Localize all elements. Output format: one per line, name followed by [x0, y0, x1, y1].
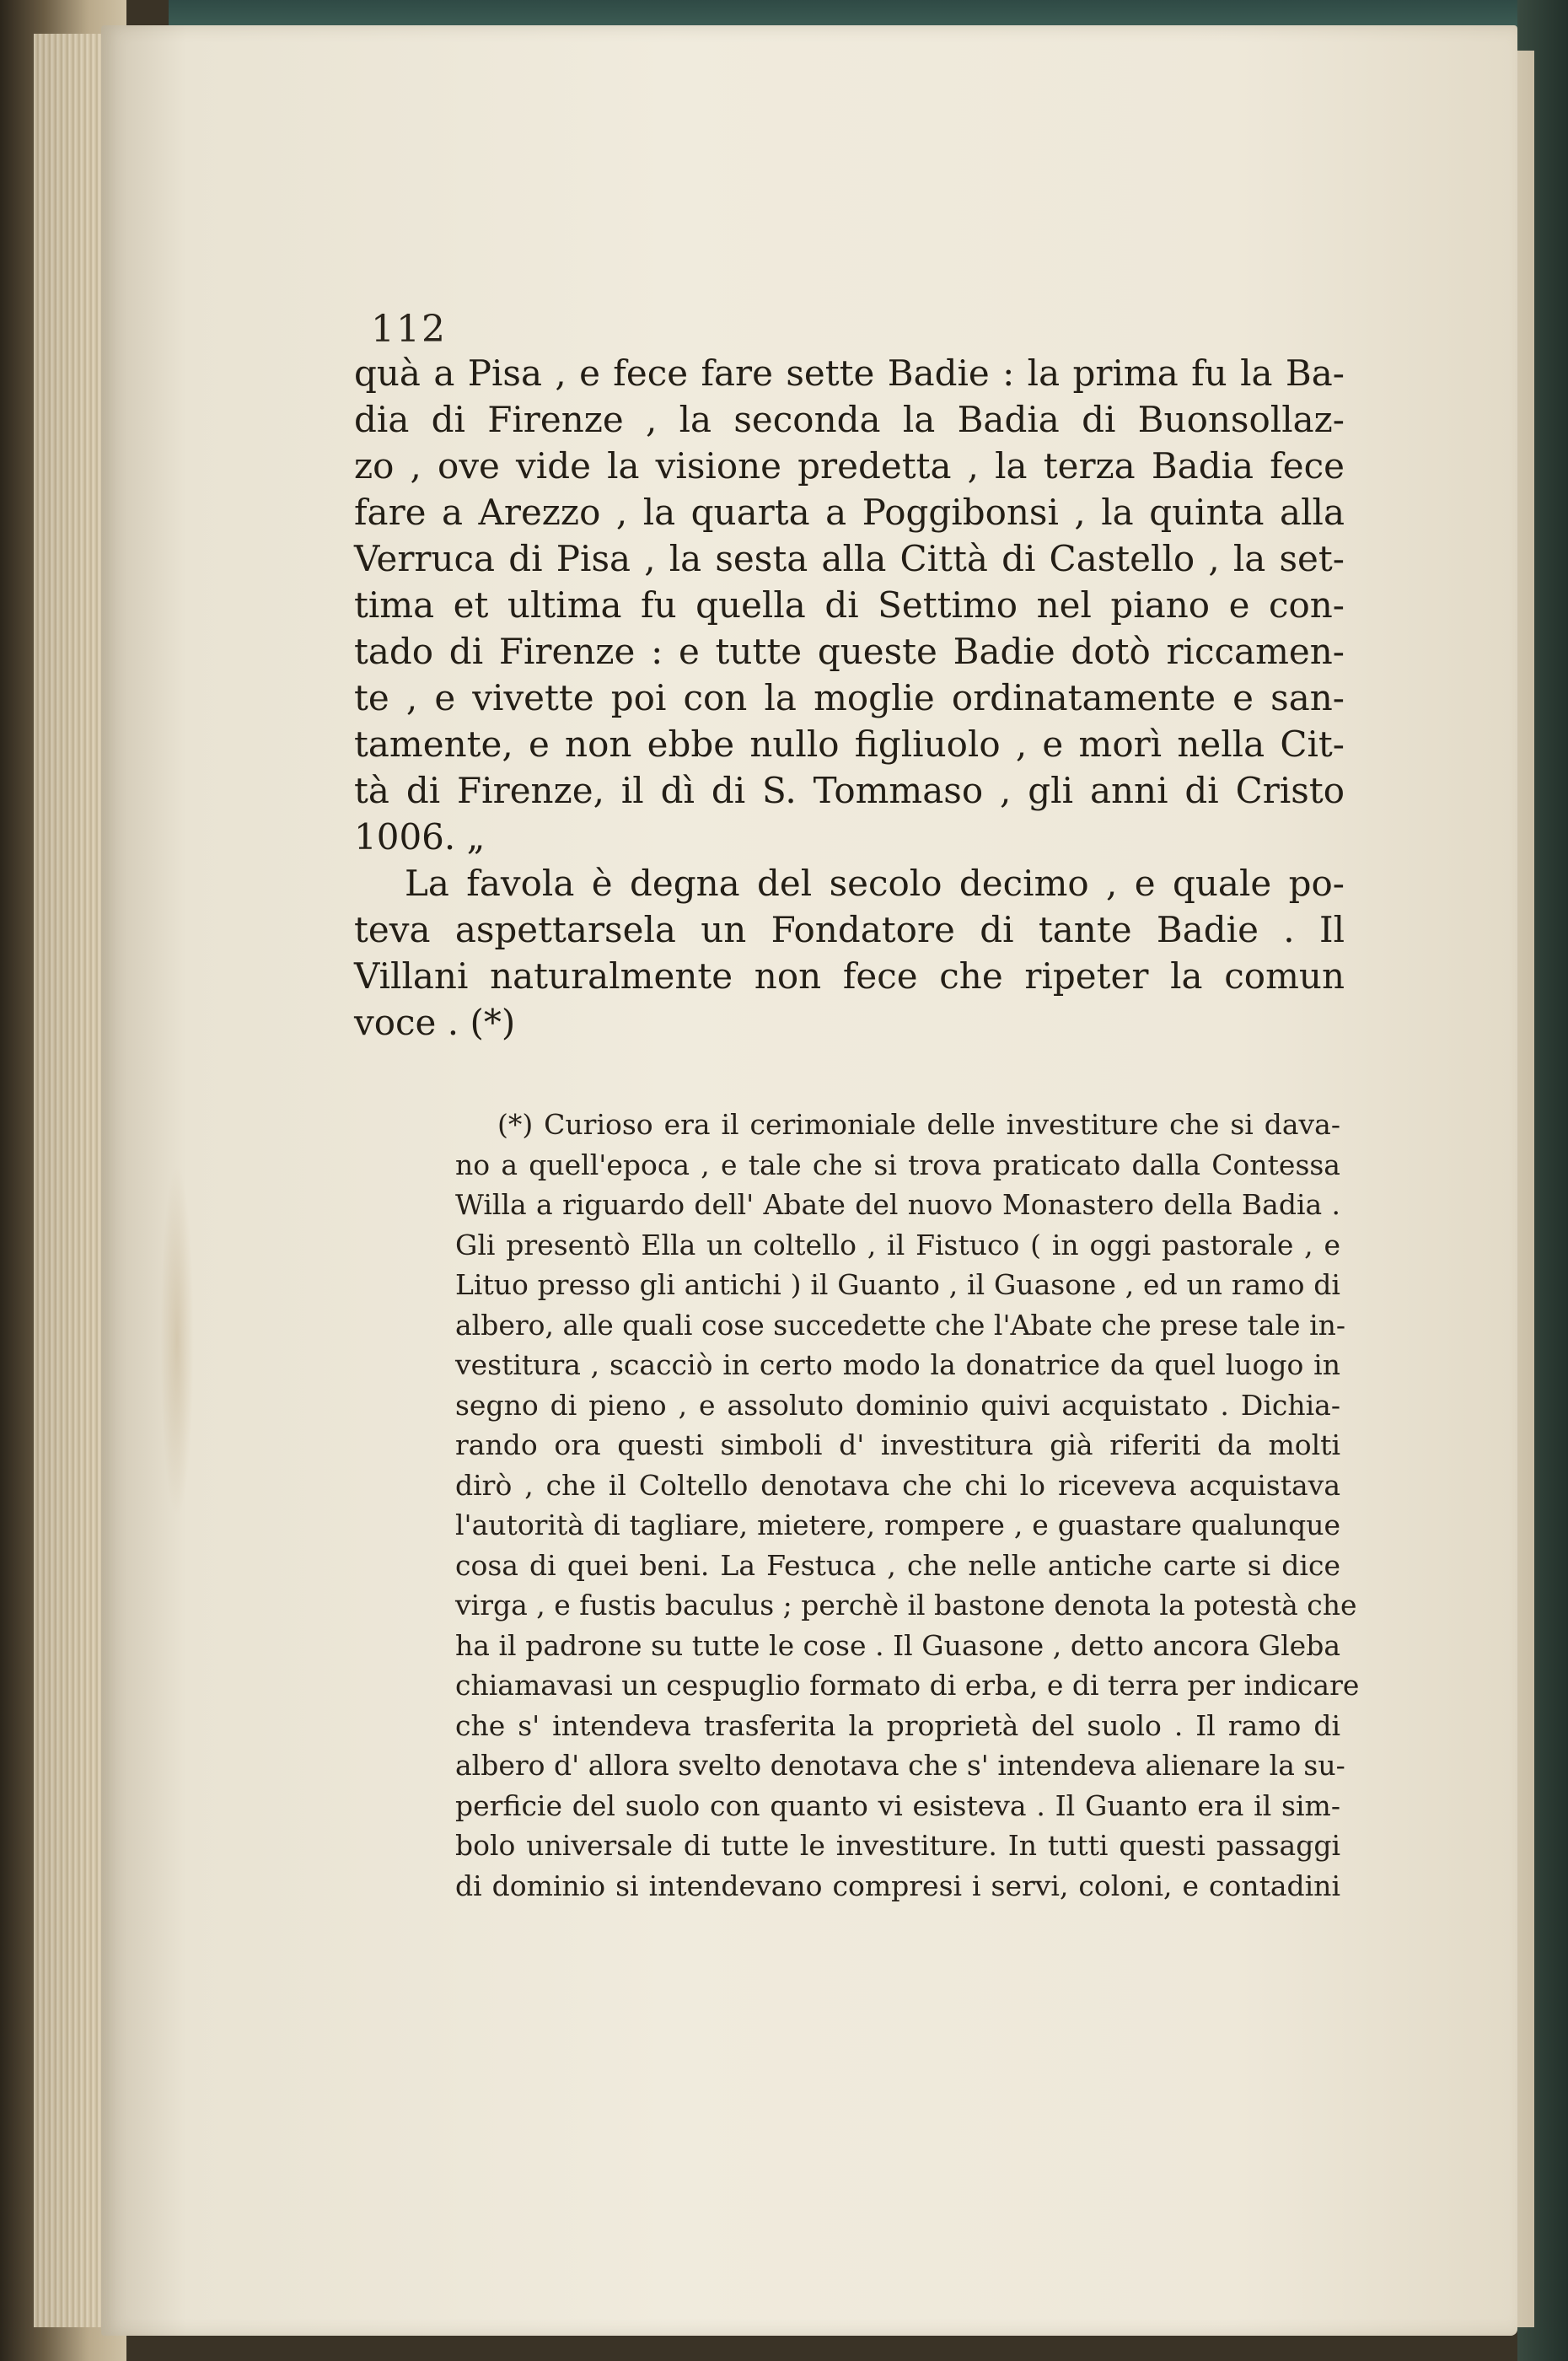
paragraph-1	[354, 350, 1345, 860]
footnote-line: Willa a riguardo dell' Abate del nuovo Monastero della Badia .	[455, 1188, 1340, 1221]
paper-stain	[160, 1164, 194, 1518]
main-text	[354, 350, 1345, 1046]
footnote-line: vestitura , scacciò in certo modo la donatrice da quel luogo in	[455, 1348, 1340, 1381]
footnote-line: Lituo presso gli antichi ) il Guanto , il Guasone , ed un ramo di	[455, 1268, 1340, 1301]
text-line: quà a Pisa , e fece fare sette Badie : la prima fu la Ba-	[354, 352, 1345, 394]
footnote-line: rando ora questi simboli d' investitura già riferiti da molti	[455, 1428, 1340, 1461]
text-line: Villani naturalmente non fece che ripeter la comun	[354, 955, 1345, 997]
footnote-line: albero d' allora svelto denotava che s' intendeva alienare la su-	[455, 1749, 1345, 1782]
footnote-line: che s' intendeva trasferita la proprietà del suolo . Il ramo di	[455, 1708, 1340, 1742]
text-line: La favola è degna del secolo decimo , e quale po-	[405, 863, 1345, 904]
footnote-line: chiamavasi un cespuglio formato di erba, e di terra per indicare	[455, 1669, 1360, 1702]
footnote	[455, 1105, 1360, 1906]
text-line: tà di Firenze, il dì di S. Tommaso , gli anni di Cristo	[354, 770, 1345, 811]
footnote-line: (*) Curioso era il cerimoniale delle investiture che si dava-	[497, 1108, 1340, 1141]
text-line: dia di Firenze , la seconda la Badia di Buonsollaz-	[354, 399, 1345, 440]
footnote-line: di dominio si intendevano compresi i servi, coloni, e contadini	[455, 1869, 1340, 1902]
paragraph-2	[354, 860, 1345, 1046]
text-line: fare a Arezzo , la quarta a Poggibonsi , la quinta alla	[354, 492, 1345, 533]
text-line: 1006. „	[354, 816, 486, 858]
footnote-line: cosa di quei beni. La Festuca , che nelle antiche carte si dice	[455, 1548, 1340, 1582]
text-line: te , e vivette poi con la moglie ordinatamente e san-	[354, 677, 1345, 718]
text-line: teva aspettarsela un Fondatore di tante Badie . Il	[354, 909, 1345, 950]
page-number: 112	[371, 308, 447, 351]
text-line: tado di Firenze : e tutte queste Badie dotò riccamen-	[354, 631, 1345, 672]
footnote-line: virga , e fustis baculus ; perchè il bastone denota la potestà che	[455, 1589, 1357, 1622]
footnote-line: albero, alle quali cose succedette che l'Abate che prese tale in-	[455, 1308, 1346, 1342]
footnote-line: perficie del suolo con quanto vi esisteva . Il Guanto era il sim-	[455, 1788, 1340, 1822]
footnote-line: l'autorità di tagliare, mietere, rompere , e guastare qualunque	[455, 1509, 1340, 1541]
text-line: tamente, e non ebbe nullo figliuolo , e morì nella Cit-	[354, 723, 1345, 765]
text-line: Verruca di Pisa , la sesta alla Città di Castello , la set-	[354, 538, 1345, 579]
text-line: zo , ove vide la visione predetta , la terza Badia fece	[354, 445, 1345, 487]
text-line: tima et ultima fu quella di Settimo nel piano e con-	[354, 584, 1345, 626]
text-line: voce . (*)	[354, 1002, 516, 1043]
footnote-line: dirò , che il Coltello denotava che chi lo riceveva acquistava	[455, 1468, 1340, 1502]
footnote-line: ha il padrone su tutte le cose . Il Guasone , detto ancora Gleba	[455, 1628, 1340, 1662]
footnote-line: bolo universale di tutte le investiture. In tutti questi passaggi	[455, 1829, 1340, 1862]
footnote-line: Gli presentò Ella un coltello , il Fistuco ( in oggi pastorale , e	[455, 1228, 1340, 1261]
footnote-line: segno di pieno , e assoluto dominio quivi acquistato . Dichia-	[455, 1388, 1340, 1422]
footnote-line: no a quell'epoca , e tale che si trova praticato dalla Contessa	[455, 1148, 1340, 1181]
